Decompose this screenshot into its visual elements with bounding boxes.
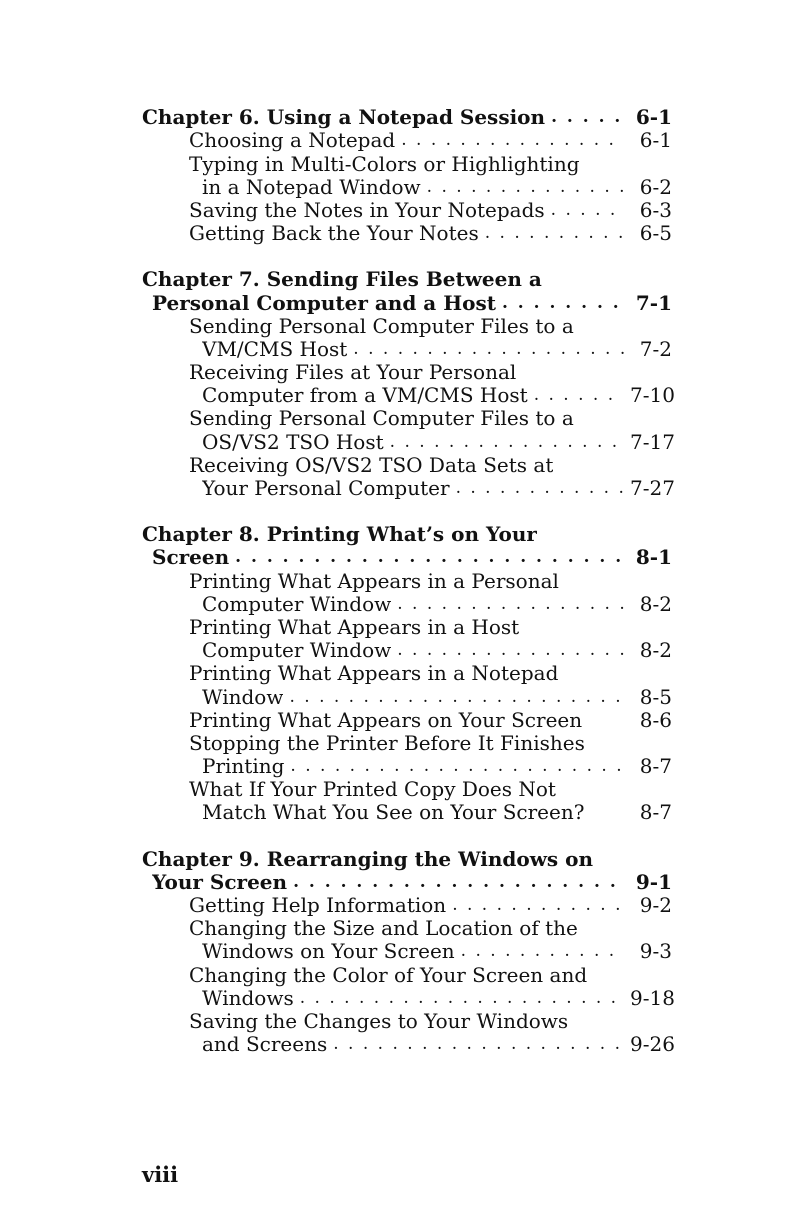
toc-entry-text: Computer Window	[202, 592, 392, 616]
toc-entry-text: Receiving Files at Your Personal	[189, 361, 517, 385]
toc-entry-text: Printing What Appears in a Notepad	[189, 662, 559, 686]
dot-leader	[293, 871, 624, 894]
toc-page-number: 8-1	[635, 545, 672, 570]
toc-entry-line	[142, 407, 672, 430]
toc-entry-text: OS/VS2 TSO Host	[202, 430, 384, 454]
dot-leader	[456, 477, 624, 500]
toc-entry-text: Personal Computer and a Host	[152, 291, 496, 315]
toc-entry-text: Changing the Color of Your Screen and	[189, 963, 588, 987]
dot-leader	[333, 1033, 624, 1056]
dot-leader	[427, 176, 624, 199]
dot-leader	[300, 987, 624, 1010]
toc-entry-text: Windows	[202, 986, 294, 1010]
toc-entry-text: Printing What Appears in a Host	[189, 615, 520, 639]
toc-entry-line	[142, 1010, 672, 1033]
chapter-heading-line	[142, 546, 672, 569]
toc-entry-text: Printing	[202, 755, 285, 779]
toc-entry-line	[142, 755, 672, 778]
chapter-heading-line	[142, 106, 672, 129]
toc-entry-text: Saving the Notes in Your Notepads	[189, 198, 545, 222]
toc-page-number: 8-2	[639, 591, 672, 616]
toc-entry-line	[142, 894, 672, 917]
toc-entry-text: and Screens	[202, 1033, 328, 1057]
dot-leader	[235, 546, 624, 569]
chapter-block	[142, 268, 675, 500]
toc-entry-line	[142, 152, 672, 175]
toc-entry-text: Chapter 7. Sending Files Between a	[142, 268, 542, 292]
chapter-heading-line	[142, 871, 672, 894]
dot-leader	[534, 384, 624, 407]
toc-page-number: 8-2	[639, 638, 672, 663]
toc-entry-line	[142, 338, 672, 361]
toc-page-number: 8-5	[639, 684, 672, 709]
toc-entry-text: Printing What Appears on Your Screen	[189, 708, 583, 732]
toc-entry-text: Computer from a VM/CMS Host	[202, 384, 528, 408]
toc-entry-line	[142, 569, 672, 592]
toc-page-number: 7-17	[630, 429, 675, 454]
toc-entry-line	[142, 709, 672, 732]
toc-entry-text: Changing the Size and Location of the	[189, 917, 578, 941]
chapter-block	[142, 847, 675, 1057]
toc-entry-line	[142, 940, 672, 963]
toc-page-number: 6-1	[639, 128, 672, 153]
toc-entry-line	[142, 963, 672, 986]
dot-leader	[353, 338, 624, 361]
dot-leader	[461, 940, 624, 963]
toc-page-number: 6-3	[639, 197, 672, 222]
toc-entry-line	[142, 662, 672, 685]
dot-leader	[290, 755, 624, 778]
toc-entry-line	[142, 616, 672, 639]
toc-page-number: 9-2	[639, 893, 672, 917]
toc-entry-text: Saving the Changes to Your Windows	[189, 1009, 569, 1033]
dot-leader	[401, 129, 624, 152]
toc-entry-text: Getting Help Information	[189, 894, 447, 917]
dot-leader	[397, 593, 624, 616]
toc-entry-text: Printing What Appears in a Personal	[189, 569, 559, 593]
toc-entry-line	[142, 639, 672, 662]
toc-entry-text: Window	[202, 685, 284, 709]
toc-entry-text: Your Personal Computer	[202, 477, 450, 500]
table-of-contents	[142, 105, 675, 1079]
toc-page-number: 6-1	[635, 105, 672, 130]
toc-page-number: 7-2	[639, 336, 672, 361]
toc-entry-line	[142, 383, 675, 408]
dot-leader	[289, 686, 624, 709]
toc-page-number: 8-7	[639, 754, 672, 779]
chapter-heading-line	[142, 291, 672, 314]
toc-page-number: 6-5	[639, 221, 672, 246]
toc-entry-text: Chapter 6. Using a Notepad Session	[142, 106, 546, 130]
dot-leader	[390, 431, 624, 454]
toc-entry-text: Your Screen	[152, 870, 288, 894]
toc-entry-line	[142, 176, 672, 199]
toc-page-number: 9-1	[635, 869, 672, 894]
toc-entry-line	[142, 593, 672, 616]
toc-entry-text: Chapter 8. Printing What’s on Your	[142, 523, 537, 547]
toc-page-number: 7-10	[630, 383, 675, 408]
toc-entry-line	[142, 429, 675, 454]
dot-leader	[551, 106, 624, 129]
toc-entry-line	[142, 801, 672, 824]
dot-leader	[397, 639, 624, 662]
toc-entry-text: Sending Personal Computer Files to a	[189, 407, 574, 431]
toc-entry-line	[142, 222, 672, 245]
toc-entry-line	[142, 778, 672, 801]
toc-entry-line	[142, 917, 672, 940]
page-number: viii	[142, 1162, 179, 1187]
chapter-heading-line	[142, 847, 672, 870]
toc-entry-text: Getting Back the Your Notes	[189, 222, 479, 246]
toc-entry-line	[142, 476, 675, 500]
toc-entry-line	[142, 685, 672, 708]
toc-entry-line	[142, 129, 672, 152]
toc-page-number: 9-18	[630, 985, 675, 1010]
chapter-block	[142, 106, 672, 245]
toc-entry-line	[142, 985, 675, 1010]
toc-entry-text: VM/CMS Host	[202, 337, 348, 361]
toc-entry-line	[142, 361, 672, 384]
toc-page-number: 8-6	[639, 707, 672, 732]
toc-page-number: 9-26	[630, 1032, 675, 1057]
toc-entry-text: Choosing a Notepad	[189, 129, 396, 153]
dot-leader	[485, 222, 624, 245]
toc-entry-text: Chapter 9. Rearranging the Windows on	[142, 847, 594, 871]
toc-page-number: 8-7	[639, 800, 672, 825]
dot-leader	[551, 199, 624, 222]
toc-entry-text: Stopping the Printer Before It Finishes	[189, 731, 585, 755]
toc-entry-text: Typing in Multi-Colors or Highlighting	[189, 152, 580, 176]
toc-entry-text: Screen	[152, 546, 230, 570]
dot-leader	[452, 894, 624, 917]
toc-entry-text: What If Your Printed Copy Does Not	[189, 778, 556, 802]
toc-entry-text: Sending Personal Computer Files to a	[189, 314, 574, 338]
dot-leader	[502, 292, 624, 315]
toc-entry-text: Computer Window	[202, 639, 392, 663]
toc-page-number: 7-1	[635, 290, 672, 315]
toc-entry-text: Receiving OS/VS2 TSO Data Sets at	[189, 453, 554, 477]
chapter-heading-line	[142, 523, 672, 546]
toc-page-number: 6-2	[639, 174, 672, 199]
toc-entry-line	[142, 199, 672, 222]
toc-entry-text: Match What You See on Your Screen?	[202, 801, 585, 825]
toc-entry-text: Windows on Your Screen	[202, 940, 455, 964]
chapter-block	[142, 523, 672, 824]
toc-entry-line	[142, 454, 672, 477]
toc-entry-line	[142, 1032, 675, 1057]
toc-entry-line	[142, 732, 672, 755]
chapter-heading-line	[142, 268, 672, 291]
toc-page-number: 7-27	[630, 476, 675, 500]
toc-entry-text: in a Notepad Window	[202, 175, 421, 199]
toc-entry-line	[142, 315, 672, 338]
toc-page-number: 9-3	[639, 939, 672, 964]
